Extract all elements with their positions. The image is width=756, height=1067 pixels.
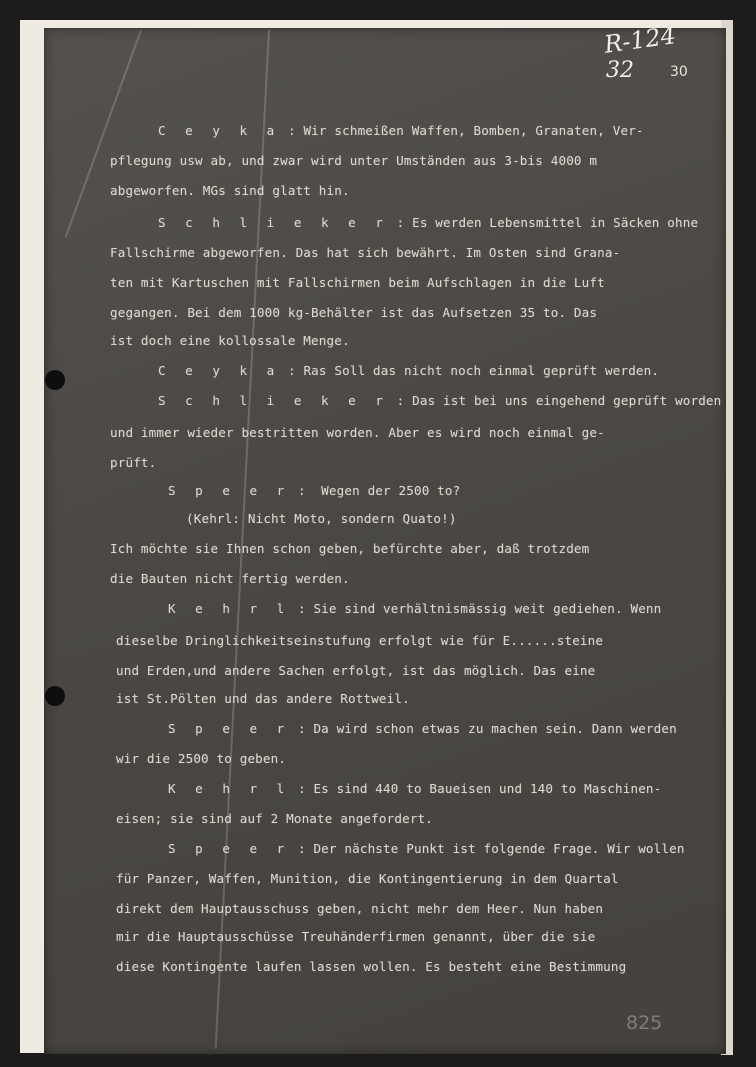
punch-hole-icon <box>45 370 65 390</box>
text-line <box>110 572 350 586</box>
line-text: : Wegen der 2500 to? <box>290 483 461 498</box>
speaker-name: K e h r l <box>168 781 291 796</box>
text-line <box>168 782 661 796</box>
text-line <box>186 512 457 526</box>
speaker-name: S p e e r <box>168 841 291 856</box>
line-text: mir die Hauptausschüsse Treuhänderfirmen genannt, über die sie <box>116 929 596 944</box>
text-line <box>168 842 685 856</box>
text-line <box>158 394 721 408</box>
archive-stamp: 825 <box>626 1012 663 1034</box>
line-text: für Panzer, Waffen, Munition, die Kontingentierung in dem Quartal <box>116 871 619 886</box>
line-text: : Wir schmeißen Waffen, Bomben, Granaten, Ver- <box>280 123 644 138</box>
text-line <box>158 364 659 378</box>
text-line <box>158 216 698 230</box>
text-line <box>110 456 156 470</box>
text-line <box>116 692 410 706</box>
line-text: : Der nächste Punkt ist folgende Frage. Wir wollen <box>290 841 685 856</box>
line-text: die Bauten nicht fertig werden. <box>110 571 350 586</box>
text-line <box>110 542 589 556</box>
line-text: direkt dem Hauptausschuss geben, nicht mehr dem Heer. Nun haben <box>116 901 604 916</box>
line-text: Ich möchte sie Ihnen schon geben, befürchte aber, daß trotzdem <box>110 541 590 556</box>
text-line <box>168 484 460 498</box>
line-text: : Sie sind verhältnismässig weit gediehen. Wenn <box>290 601 662 616</box>
text-line <box>116 930 595 944</box>
speaker-name: K e h r l <box>168 601 291 616</box>
text-line <box>110 276 605 290</box>
speaker-name: S p e e r <box>168 721 291 736</box>
line-text: : Das ist bei uns eingehend geprüft worden <box>388 393 722 408</box>
speaker-name: S c h l i e k e r <box>158 215 389 230</box>
text-line <box>116 812 433 826</box>
line-text: und immer wieder bestritten worden. Aber es wird noch einmal ge- <box>110 425 605 440</box>
punch-hole-icon <box>45 686 65 706</box>
text-line <box>116 664 595 678</box>
text-line <box>116 960 626 974</box>
text-line <box>110 246 620 260</box>
line-text: ten mit Kartuschen mit Fallschirmen beim Aufschlagen in die Luft <box>110 275 605 290</box>
text-line <box>116 902 603 916</box>
line-text: eisen; sie sind auf 2 Monate angefordert. <box>116 811 434 826</box>
line-text: wir die 2500 to geben. <box>116 751 287 766</box>
speaker-name: S c h l i e k e r <box>158 393 389 408</box>
line-text: Fallschirme abgeworfen. Das hat sich bewährt. Im Osten sind Grana- <box>110 245 621 260</box>
text-line <box>110 306 597 320</box>
line-text: ist St.Pölten und das andere Rottweil. <box>116 691 410 706</box>
text-line <box>110 184 350 198</box>
page-number: 30 <box>670 64 688 80</box>
text-line <box>158 124 644 138</box>
line-text: : Es sind 440 to Baueisen und 140 to Maschinen- <box>290 781 662 796</box>
text-line <box>116 872 619 886</box>
line-text: : Es werden Lebensmittel in Säcken ohne <box>388 215 699 230</box>
text-line <box>116 752 286 766</box>
line-text: (Kehrl: Nicht Moto, sondern Quato!) <box>186 511 457 526</box>
line-text: prüft. <box>110 455 157 470</box>
line-text: gegangen. Bei dem 1000 kg-Behälter ist das Aufsetzen 35 to. Das <box>110 305 598 320</box>
speaker-name: S p e e r <box>168 483 291 498</box>
line-text: ist doch eine kollossale Menge. <box>110 333 350 348</box>
speaker-name: C e y k a <box>158 123 281 138</box>
line-text: diese Kontingente laufen lassen wollen. Es besteht eine Bestimmung <box>116 959 627 974</box>
text-line <box>110 334 350 348</box>
line-text: : Da wird schon etwas zu machen sein. Dann werden <box>290 721 677 736</box>
line-text: : Ras Soll das nicht noch einmal geprüft werden. <box>280 363 660 378</box>
line-text: abgeworfen. MGs sind glatt hin. <box>110 183 350 198</box>
speaker-name: C e y k a <box>158 363 281 378</box>
text-line <box>168 602 661 616</box>
text-line <box>168 722 677 736</box>
line-text: pflegung usw ab, und zwar wird unter Umständen aus 3-bis 4000 m <box>110 153 598 168</box>
handwritten-number: 32 <box>606 58 634 83</box>
text-line <box>110 426 605 440</box>
line-text: und Erden,und andere Sachen erfolgt, ist das möglich. Das eine <box>116 663 596 678</box>
archive-reference: R-124 <box>602 21 678 59</box>
text-line <box>110 154 597 168</box>
line-text: dieselbe Dringlichkeitseinstufung erfolgt wie für E......steine <box>116 633 604 648</box>
text-line <box>116 634 603 648</box>
